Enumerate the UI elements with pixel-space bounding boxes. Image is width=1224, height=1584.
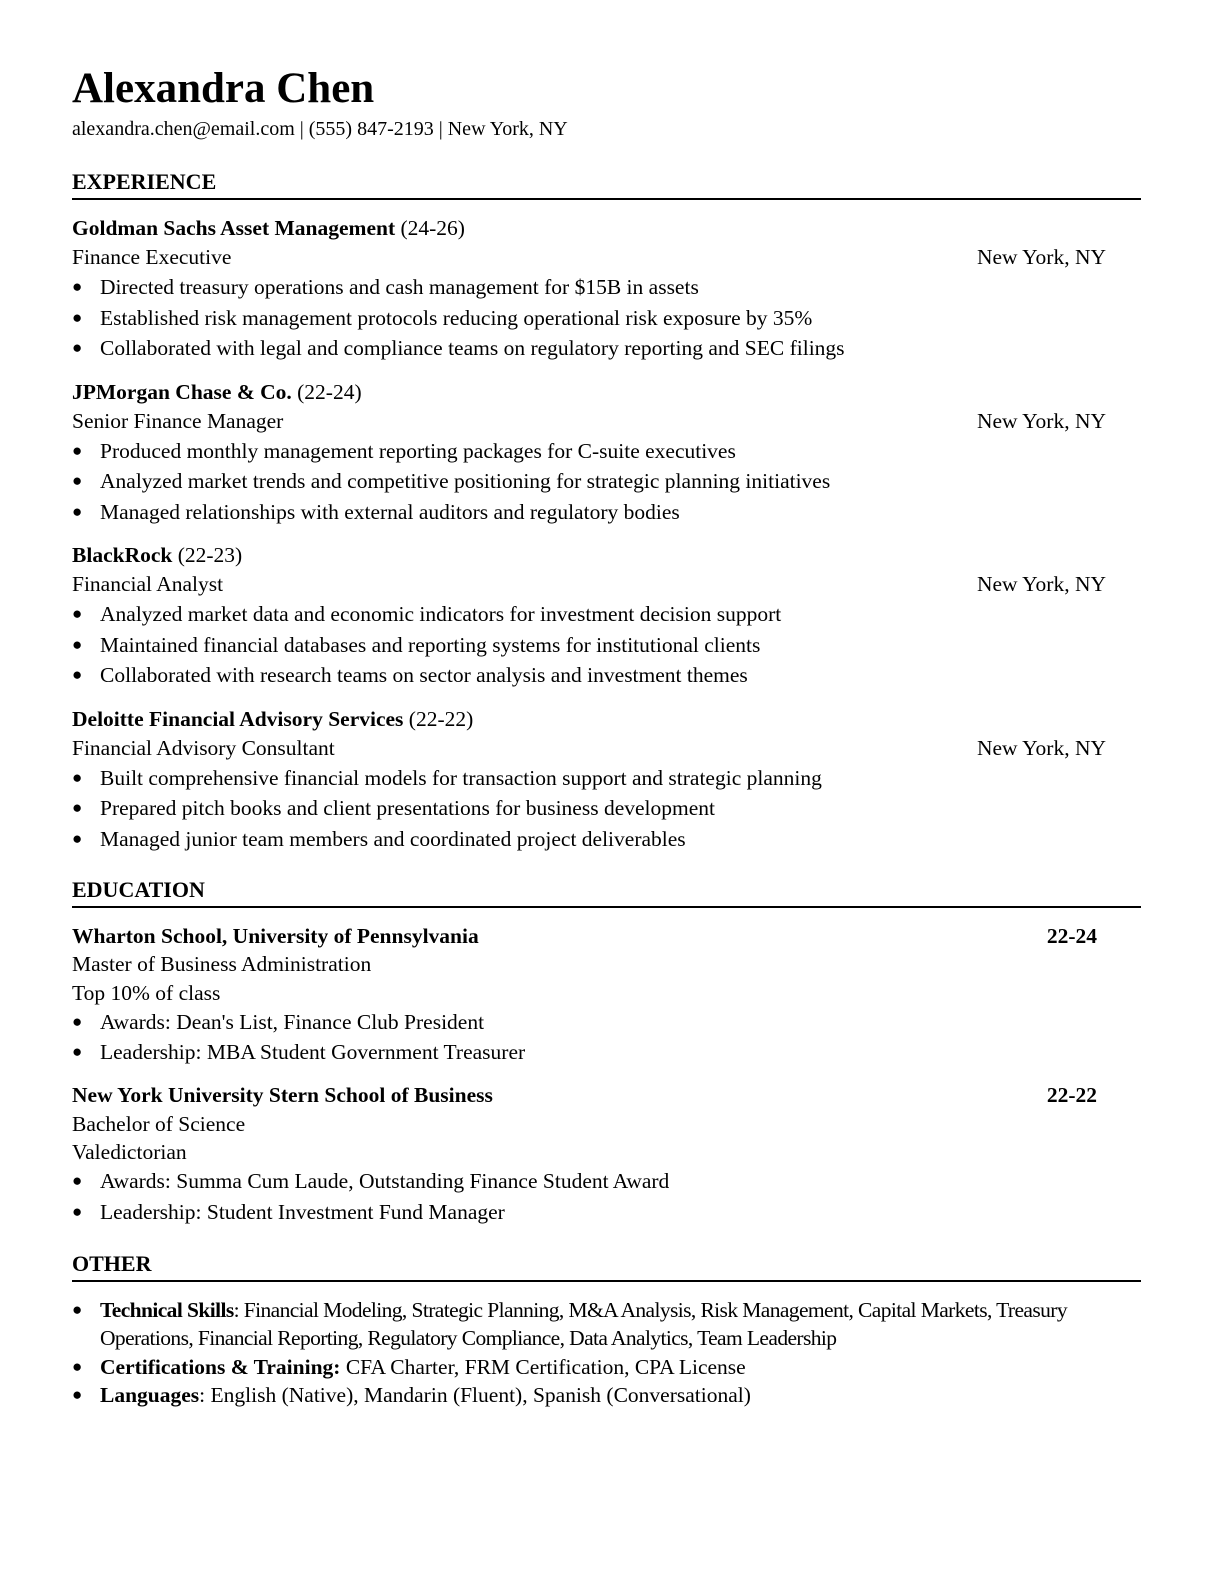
job-dates: (22-24): [291, 379, 362, 404]
bullet-icon: ●: [72, 1011, 83, 1031]
job-location: New York, NY: [976, 245, 1106, 269]
experience-list: [72, 214, 1141, 854]
other-list: [72, 1296, 1141, 1410]
job-entry: [72, 705, 1141, 855]
job-location: New York, NY: [976, 572, 1106, 596]
job-location: New York, NY: [976, 408, 1106, 433]
bullet-icon: ●: [72, 501, 83, 521]
bullet-icon: ●: [72, 1299, 82, 1319]
section-title-education: EDUCATION: [72, 875, 1141, 908]
job-role: Senior Finance Manager: [72, 408, 284, 433]
job-bullet: ● Directed treasury operations and cash management for $15B in assets: [72, 272, 1141, 303]
education-bullet: ● Awards: Summa Cum Laude, Outstanding Finance Student Award: [72, 1166, 1141, 1196]
job-entry: [72, 214, 1141, 364]
bullet-icon: ●: [72, 277, 83, 296]
degree: Bachelor of Science: [72, 1111, 246, 1136]
job-dates: (24-26): [395, 216, 465, 240]
school-dates: 22-22: [1046, 1083, 1097, 1108]
education-bullet: ● Leadership: MBA Student Government Treasurer: [72, 1037, 1141, 1067]
bullet-icon: ●: [72, 1385, 83, 1405]
job-bullet: ● Maintained financial databases and reporting systems for institutional clients: [72, 630, 1141, 661]
bullet-icon: ●: [72, 1171, 83, 1191]
resume-page: [72, 62, 1141, 1410]
honor: Valedictorian: [72, 1140, 187, 1165]
school-name: Wharton School, University of Pennsylvania: [72, 924, 479, 948]
degree: Master of Business Administration: [72, 952, 372, 977]
job-company: JPMorgan Chase & Co.: [72, 379, 292, 404]
job-bullet: ● Established risk management protocols reducing operational risk exposure by 35%: [72, 303, 1141, 334]
languages-item: ● Languages: English (Native), Mandarin (Fluent), Spanish (Conversational): [72, 1381, 1141, 1410]
job-bullet: ● Prepared pitch books and client presentations for business development: [72, 793, 1141, 824]
bullet-icon: ●: [72, 1201, 83, 1221]
skills-item: ● Technical Skills: Financial Modeling, Strategic Planning, M&A Analysis, Risk Management, Capital Markets, Treasury Operations, Financial Reporting, Regulatory Compliance, Data Analytics, Team Leadership: [72, 1297, 1067, 1351]
bullet-icon: ●: [72, 1042, 83, 1062]
job-location: New York, NY: [976, 735, 1106, 760]
education-bullet: ● Awards: Dean's List, Finance Club President: [72, 1007, 1141, 1037]
bullet-icon: ●: [72, 471, 83, 490]
bullet-icon: ●: [72, 828, 83, 848]
section-title-experience: EXPERIENCE: [72, 167, 1141, 200]
bullet-icon: ●: [72, 440, 83, 460]
job-bullet: ● Produced monthly management reporting packages for C-suite executives: [72, 436, 1141, 467]
job-bullet: ● Managed junior team members and coordinated project deliverables: [72, 824, 1141, 855]
job-entry: [72, 378, 1141, 528]
honor: Top 10% of class: [72, 980, 221, 1005]
bullet-icon: ●: [72, 798, 83, 817]
contact-line: alexandra.chen@email.com | (555) 847-2193 | New York, NY: [72, 118, 568, 140]
job-dates: (22-22): [403, 706, 474, 731]
job-role: Finance Executive: [72, 245, 232, 269]
school-dates: 22-24: [1046, 924, 1097, 948]
job-dates: (22-23): [172, 543, 243, 567]
job-role: Financial Advisory Consultant: [72, 735, 335, 760]
bullet-icon: ●: [72, 307, 83, 327]
job-company: Goldman Sachs Asset Management: [72, 216, 396, 240]
bullet-icon: ●: [72, 1356, 83, 1376]
education-entry: [72, 922, 1141, 1067]
bullet-icon: ●: [72, 767, 83, 787]
school-name: New York University Stern School of Business: [72, 1083, 493, 1108]
bullet-icon: ●: [72, 338, 83, 357]
candidate-name: Alexandra Chen: [72, 65, 375, 112]
education-bullet: ● Leadership: Student Investment Fund Manager: [72, 1197, 1141, 1227]
job-role: Financial Analyst: [72, 572, 224, 596]
job-company: Deloitte Financial Advisory Services: [72, 706, 404, 731]
certifications-item: ● Certifications & Training: CFA Charter, FRM Certification, CPA License: [72, 1353, 1141, 1382]
job-bullet: ● Analyzed market trends and competitive positioning for strategic planning initiatives: [72, 466, 1141, 497]
education-entry: [72, 1081, 1141, 1226]
job-bullet: ● Collaborated with legal and compliance teams on regulatory reporting and SEC filings: [72, 333, 1141, 364]
job-bullet: ● Managed relationships with external auditors and regulatory bodies: [72, 497, 1141, 528]
bullet-icon: ●: [72, 665, 83, 684]
job-bullet: ● Built comprehensive financial models for transaction support and strategic planning: [72, 763, 1141, 794]
bullet-icon: ●: [72, 634, 83, 654]
job-entry: [72, 541, 1141, 691]
job-company: BlackRock: [72, 543, 173, 567]
section-title-other: OTHER: [72, 1249, 1141, 1282]
job-bullet: ● Analyzed market data and economic indicators for investment decision support: [72, 599, 1141, 630]
bullet-icon: ●: [72, 604, 83, 623]
job-bullet: ● Collaborated with research teams on sector analysis and investment themes: [72, 660, 1141, 691]
